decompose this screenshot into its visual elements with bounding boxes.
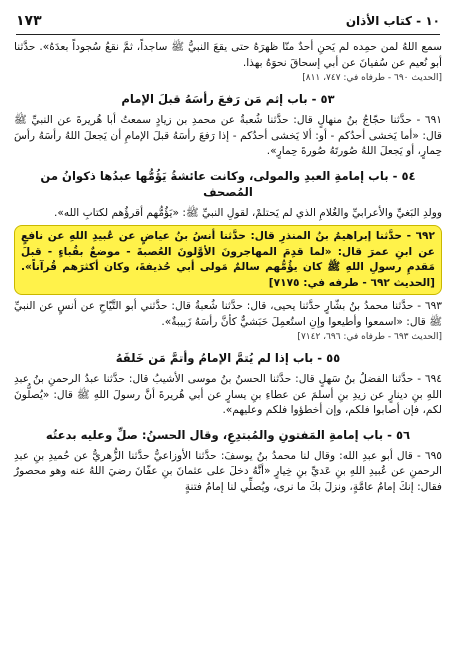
running-title: ١٠ - كتاب الأذان	[345, 14, 440, 28]
chapter-heading: ٥٦ - باب إمامةِ المَفتونِ والمُبتدِعِ، وقال الحسنُ: صلِّ وعليه بدعتُه	[45, 427, 411, 442]
page-content	[14, 40, 442, 659]
chapter-heading: ٥٥ - باب إذا لم يُتمَّ الإمامُ وأتمَّ مَن خَلفَهُ	[115, 351, 341, 365]
hadith-paragraph: ٦٩٤ - حدَّثنا الفضلُ بنُ سَهلٍ قال: حدَّثنا الحسنُ بنُ موسى الأشيبُ قال: حدَّثنا عبدُ الرحمنِ بنُ عبدِ اللهِ بنِ دينارٍ عن زيدِ بنِ أسلمَ عن عطاءِ بنِ يسارٍ عن أبي هُريرةَ أنَّ رسولَ اللهِ ﷺ قال: «يُصلُّونَ لكم، فإن أصابوا فلكم، وإن أخطؤوا فلكم وعليهم».	[14, 373, 442, 416]
page-header	[16, 8, 440, 35]
hadith-paragraph: ٦٩٥ - قال أبو عبدِ الله: وقال لنا محمدُ بنُ يوسفَ: حدَّثنا الأوزاعيُّ حدَّثنا الزُّهريُّ عن حُميدِ بنِ عبدِ الرحمنِ عن عُبيدِ اللهِ بنِ عَديِّ بنِ خِيارٍ «أنَّهُ دخلَ على عثمانَ بنِ عفّانَ رضيَ اللهُ عنه وهو محصورٌ فقال: إنكَ إمامُ عامَّةٍ، ونزلَ بكَ ما نرى، ويُصلِّي لنا إمامُ فتنةٍ	[14, 449, 442, 493]
highlighted-hadith-text: ٦٩٢ - حدَّثنا إبراهيمُ بنُ المنذرِ قال: حدَّثنا أنسُ بنُ عياضٍ عن عُبيدِ اللهِ عن نافعٍ عن ابنِ عمرَ قال: «لما قدِمَ المهاجرونَ الأوَّلونَ العُصبةَ - موضعٌ بقُباءٍ - قبلَ مَقدمِ رسولِ اللهِ ﷺ كان يؤُمُّهم سالمٌ مَولى أبي حُذيفةَ، وكان أكثرَهم قُرآناً». [الحديث ٦٩٢ - طرفه في: ٧١٧٥]	[21, 230, 435, 289]
highlighted-hadith	[14, 225, 442, 295]
intro-paragraph: سمع اللهُ لمن حمِده لم يَحنِ أحدٌ منّا ظهرَهُ حتى يقعَ النبيُّ ﷺ ساجداً، ثمَّ نقعُ سُجوداً بعدَهُ». حدَّثنا أبو نُعيم عن سُفيانَ عن أبي إسحاقَ نحوَهُ بهذا.	[14, 41, 442, 69]
hadith-paragraph: ٦٩١ - حدَّثنا حجّاجُ بنُ منهالٍ قال: حدَّثنا شُعبةُ عن محمدِ بن زيادٍ سمعتُ أبا هُريرةَ عن النبيِّ ﷺ قال: «أما يَخشى أحدُكم - أو: ألا يَخشى أحدُكم - إذا رَفعَ رأسَهُ قبلَ الإمامِ أن يَجعلَ اللهُ رأسَهُ رأسَ حِمارٍ، أو يَجعلَ اللهُ صُورتَهُ صُورةَ حِمارٍ».	[14, 114, 442, 157]
hadith-reference: [الحديث ٦٩٣ - طرفاه في: ٦٩٦، ٧١٤٢]	[297, 332, 442, 342]
chapter-heading: ٥٣ - باب إثم مَن رَفعَ رأسَهُ قبلَ الإمام	[121, 92, 335, 106]
chapter-heading: ٥٤ - باب إمامةِ العبدِ والمولى، وكانت عائشةُ يَؤُمُّها عبدُها ذكوانُ من المُصحف	[40, 168, 416, 199]
hadith-paragraph: ٦٩٣ - حدَّثنا محمدُ بنُ بشّارٍ حدَّثنا يحيى، قال: حدَّثنا شُعبةُ قال: حدَّثني أبو التَّيّاحِ عن أنسٍ عن النبيِّ ﷺ قال: «اسمعوا وأطيعوا وإنِ استُعمِلَ حَبَشيٌّ كأنَّ رأسَهُ زَبيبةٌ».	[14, 300, 442, 328]
chapter-note: وولدِ البَغيِّ والأعرابيِّ والغُلامِ الذي لم يَحتلمْ، لقولِ النبيِّ ﷺ: «يَؤُمُّهم أقرؤُهم لكتابِ الله».	[54, 206, 442, 219]
page-number: ١٧٣	[16, 13, 42, 29]
hadith-reference: [الحديث ٦٩٠ - طرفاه في: ٧٤٧، ٨١١]	[302, 73, 442, 83]
